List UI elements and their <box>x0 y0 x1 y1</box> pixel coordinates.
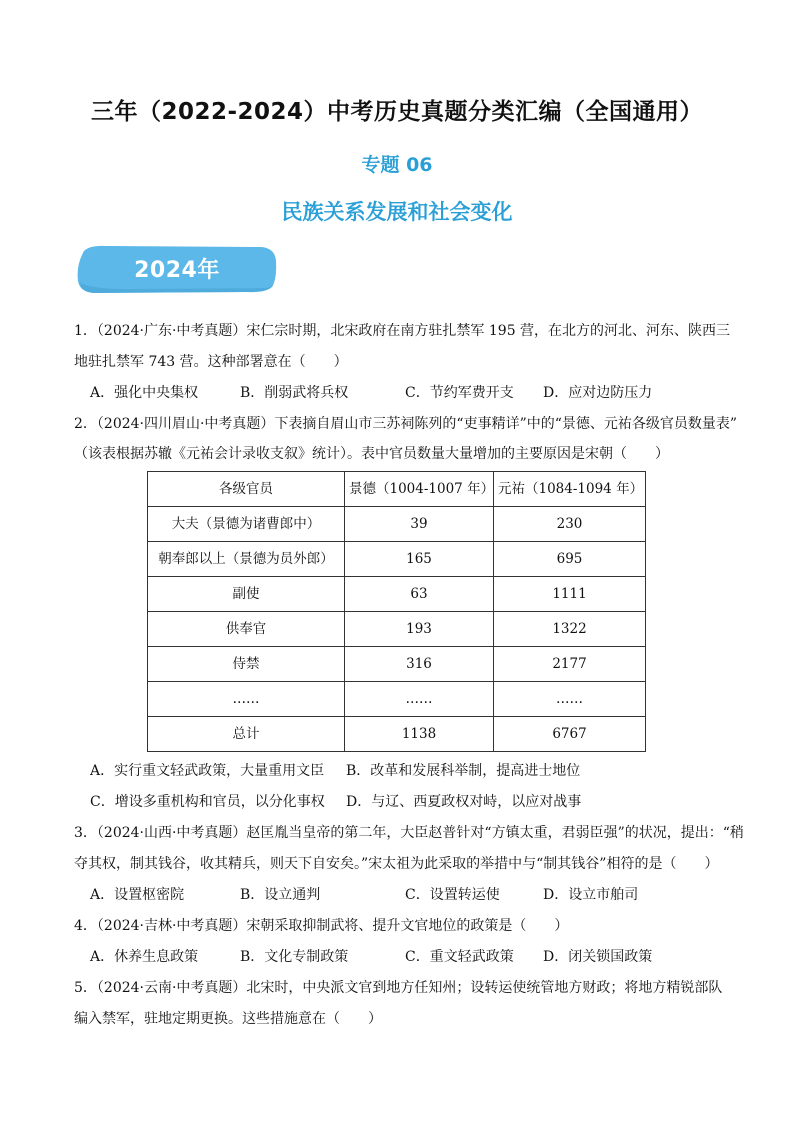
option-a[interactable]: A．强化中央集权 <box>90 385 199 401</box>
table-cell: 供奉官 <box>148 612 345 647</box>
option-b[interactable]: B．改革和发展科举制，提高进士地位 <box>346 763 581 779</box>
question-text-line: 3．（2024·山西·中考真题）赵匡胤当皇帝的第二年，大臣赵普针对“方镇太重，君弱臣强”的状况，提出：“稍 <box>74 825 744 841</box>
table-row <box>148 542 646 577</box>
table-cell: 63 <box>345 577 494 612</box>
table-cell: 朝奉郎以上（景德为员外郎） <box>148 542 345 577</box>
option-b[interactable]: B．设立通判 <box>240 887 321 903</box>
options-row <box>74 880 734 911</box>
table-cell: 230 <box>494 507 646 542</box>
table-cell: 316 <box>345 647 494 682</box>
table-row <box>148 507 646 542</box>
question-2 <box>74 409 738 818</box>
option-a[interactable]: A．实行重文轻武政策，大量重用文臣 <box>90 763 325 779</box>
table-cell: 副使 <box>148 577 345 612</box>
table-header: 元祐（1084-1094 年） <box>494 472 646 507</box>
options-row <box>74 378 734 409</box>
options-row <box>74 756 734 787</box>
table-cell: 侍禁 <box>148 647 345 682</box>
option-d[interactable]: D．与辽、西夏政权对峙，以应对战事 <box>346 794 582 810</box>
option-d[interactable]: D．闭关锁国政策 <box>543 949 653 965</box>
question-text-line: 2．（2024·四川眉山·中考真题）下表摘自眉山市三苏祠陈列的“吏事精详”中的“景德、元祐各级官员数量表” <box>74 416 738 432</box>
year-banner <box>76 243 278 295</box>
option-d[interactable]: D．设立市舶司 <box>543 887 639 903</box>
table-cell: 大夫（景德为诸曹郎中） <box>148 507 345 542</box>
table-cell: …… <box>345 682 494 717</box>
table-header: 景德（1004-1007 年） <box>345 472 494 507</box>
option-c[interactable]: C．增设多重机构和官员，以分化事权 <box>90 794 325 810</box>
table-cell: 1322 <box>494 612 646 647</box>
table-row <box>148 647 646 682</box>
question-5 <box>74 973 734 1035</box>
options-row <box>74 787 734 818</box>
option-c[interactable]: C．重文轻武政策 <box>405 949 514 965</box>
table-header-row <box>148 472 646 507</box>
table-row <box>148 717 646 752</box>
question-text-line: （该表根据苏辙《元祐会计录收支叙》统计）。表中官员数量大量增加的主要原因是宋朝（ ） <box>74 446 669 462</box>
topic-name: 民族关系发展和社会变化 <box>281 200 513 224</box>
table-row <box>148 577 646 612</box>
option-c[interactable]: C．节约军费开支 <box>405 385 514 401</box>
option-d[interactable]: D．应对边防压力 <box>543 385 653 401</box>
page-title: 三年（2022-2024）中考历史真题分类汇编（全国通用） <box>90 99 704 125</box>
question-text-line: 1．（2024·广东·中考真题）宋仁宗时期，北宋政府在南方驻扎禁军 195 营，在北方的河北、河东、陕西三 <box>74 323 731 339</box>
table-cell: 总计 <box>148 717 345 752</box>
option-a[interactable]: A．休养生息政策 <box>90 949 199 965</box>
question-text-line: 4．（2024·吉林·中考真题）宋朝采取抑制武将、提升文官地位的政策是（ ） <box>74 918 569 934</box>
table-header: 各级官员 <box>148 472 345 507</box>
year-banner-label: 2024年 <box>134 258 220 283</box>
table-cell: 39 <box>345 507 494 542</box>
officials-table <box>147 471 646 752</box>
question-list <box>74 316 744 1035</box>
table-cell: …… <box>148 682 345 717</box>
table-cell: 695 <box>494 542 646 577</box>
question-text-line: 编入禁军，驻地定期更换。这些措施意在（ ） <box>74 1011 382 1027</box>
option-a[interactable]: A．设置枢密院 <box>90 887 185 903</box>
option-c[interactable]: C．设置转运使 <box>405 887 500 903</box>
option-b[interactable]: B．削弱武将兵权 <box>240 385 349 401</box>
table-cell: 193 <box>345 612 494 647</box>
question-4 <box>74 911 734 973</box>
options-row <box>74 942 734 973</box>
table-cell: …… <box>494 682 646 717</box>
question-text-line: 夺其权，制其钱谷，收其精兵，则天下自安矣。”宋太祖为此采取的举措中与“制其钱谷”相符的是（ ） <box>74 856 719 872</box>
table-row <box>148 612 646 647</box>
question-text-line: 5．（2024·云南·中考真题）北宋时，中央派文官到地方任知州；设转运使统管地方财政；将地方精锐部队 <box>74 980 723 996</box>
table-cell: 165 <box>345 542 494 577</box>
table-row <box>148 682 646 717</box>
question-text-line: 地驻扎禁军 743 营。这种部署意在（ ） <box>74 354 348 370</box>
table-cell: 1138 <box>345 717 494 752</box>
topic-number: 专题 06 <box>361 154 433 176</box>
table-cell: 2177 <box>494 647 646 682</box>
table-cell: 6767 <box>494 717 646 752</box>
option-b[interactable]: B．文化专制政策 <box>240 949 349 965</box>
question-3 <box>74 818 744 911</box>
question-1 <box>74 316 734 409</box>
table-cell: 1111 <box>494 577 646 612</box>
